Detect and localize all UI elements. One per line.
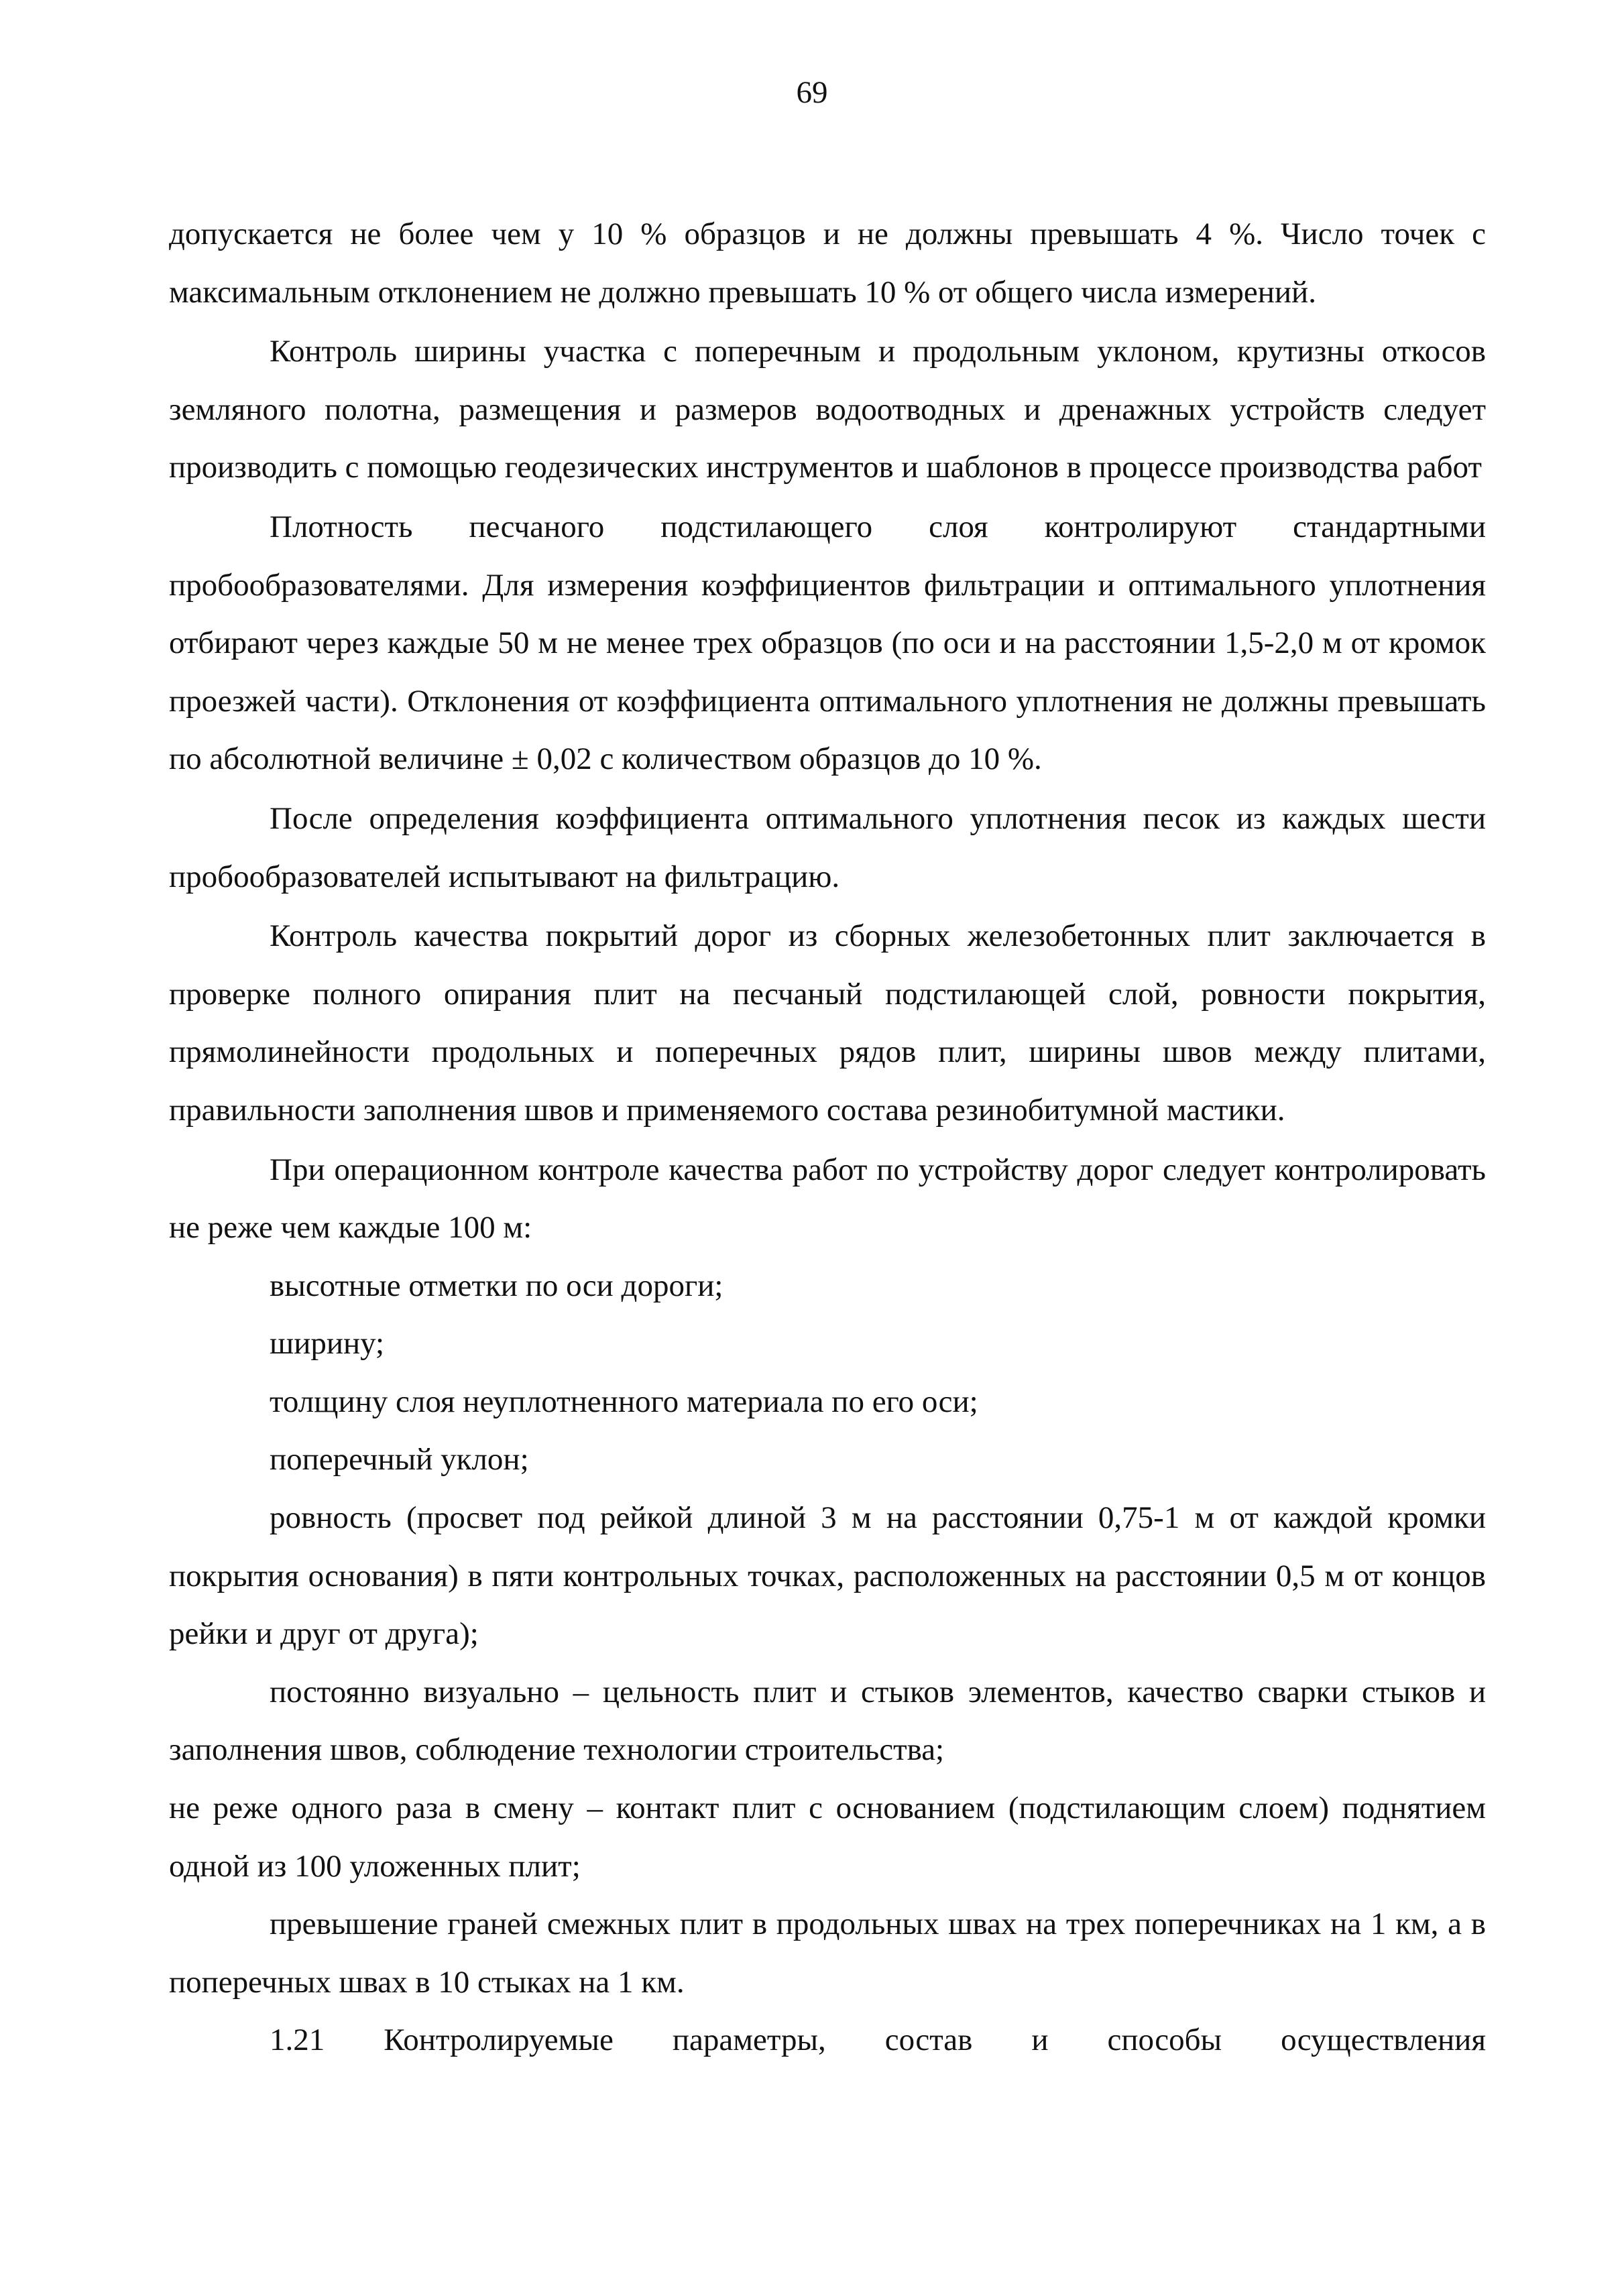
list-item-thickness: толщину слоя неуплотненного материала по его оси;	[270, 1384, 978, 1419]
section-word: осуществления	[1281, 2022, 1486, 2058]
page-body	[169, 205, 1486, 2069]
page-number: 69	[796, 75, 828, 110]
paragraph-evenness: ровность (просвет под рейкой длиной 3 м на расстоянии 0,75-1 м от каждой кромки покрытия основания) в пяти контрольных точках, расположенных на расстоянии 0,5 м от концов рейки и друг от друга);	[169, 1500, 1486, 1652]
section-heading-1-21	[169, 2011, 1486, 2069]
section-number: 1.21	[270, 2022, 325, 2058]
list-item-elevation: высотные отметки по оси дороги;	[270, 1268, 723, 1303]
paragraph-slab-quality: Контроль качества покрытий дорог из сборных железобетонных плит заключается в проверке полного опирания плит на песчаный подстилающей слой, ровности покрытия, прямолинейности продольных и поперечных рядов плит, ширины швов между плитами, правильности заполнения швов и применяемого состава резинобитумной мастики.	[169, 918, 1486, 1128]
section-word: и	[1031, 2022, 1049, 2058]
paragraph-operational-control: При операционном контроле качества работ по устройству дорог следует контролировать не реже чем каждые 100 м:	[169, 1152, 1486, 1246]
list-item-cross-slope: поперечный уклон;	[270, 1442, 529, 1477]
paragraph-sample-tolerance: допускается не более чем у 10 % образцов и не должны превышать 4 %. Число точек с максимальным отклонением не должно превышать 10 % от общего числа измерений.	[169, 217, 1486, 310]
list-item-width: ширину;	[270, 1326, 385, 1362]
paragraph-width-control: Контроль ширины участка с поперечным и продольным уклоном, крутизны откосов земляного полотна, размещения и размеров водоотводных и дренажных устройств следует производить с помощью геодезических инструментов и шаблонов в процессе производства работ	[169, 334, 1486, 485]
section-word: способы	[1107, 2022, 1222, 2058]
paragraph-shift-check: не реже одного раза в смену – контакт плит с основанием (подстилающим слоем) поднятием одной из 100 уложенных плит;	[169, 1791, 1486, 1884]
section-word: параметры,	[672, 2022, 826, 2058]
paragraph-sand-density: Плотность песчаного подстилающего слоя контролируют стандартными пробообразователями. Для измерения коэффициентов фильтрации и оптимального уплотнения отбирают через каждые 50 м не менее трех образцов (по оси и на расстоянии 1,5-2,0 м от кромок проезжей части). Отклонения от коэффициента оптимального уплотнения не должны превышать по абсолютной величине ± 0,02 с количеством образцов до 10 %.	[169, 509, 1486, 777]
section-word: Контролируемые	[384, 2022, 614, 2058]
paragraph-visual-inspection: постоянно визуально – цельность плит и стыков элементов, качество сварки стыков и заполнения швов, соблюдение технологии строительства;	[169, 1674, 1486, 1768]
paragraph-filtration-test: После определения коэффициента оптимального уплотнения песок из каждых шести пробообразователей испытывают на фильтрацию.	[169, 800, 1486, 894]
section-word: состав	[884, 2022, 973, 2058]
paragraph-edge-excess: превышение граней смежных плит в продольных швах на трех поперечниках на 1 км, а в поперечных швах в 10 стыках на 1 км.	[169, 1907, 1486, 2000]
